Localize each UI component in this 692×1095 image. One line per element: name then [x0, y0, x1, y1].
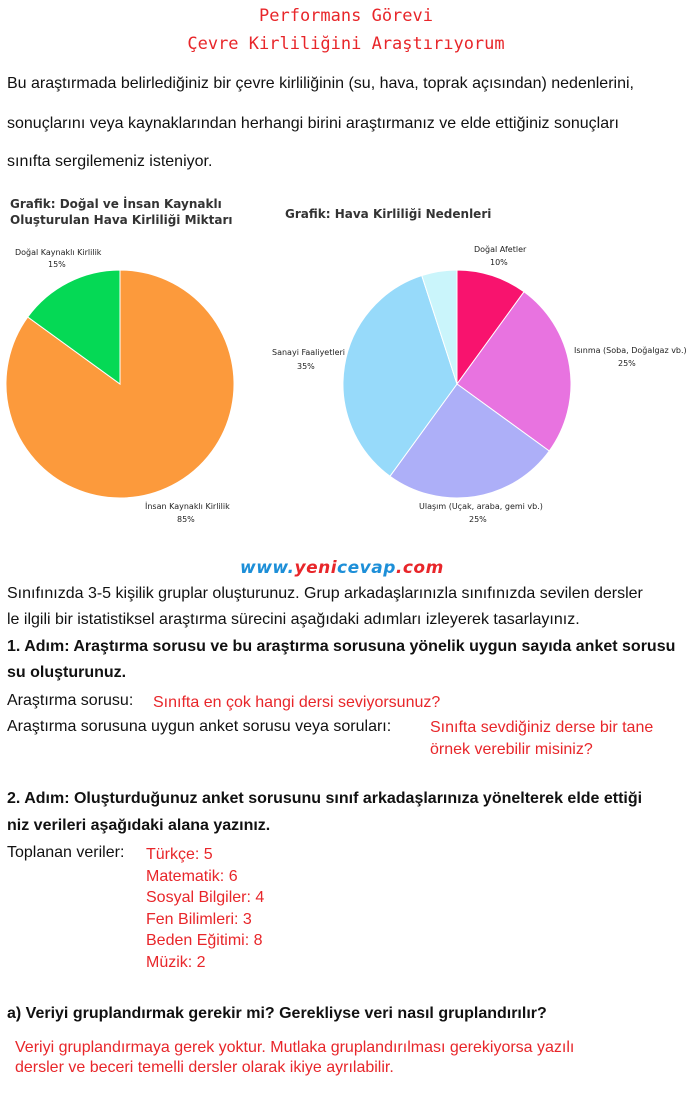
intro-line-3: sınıfta sergilemeniz isteniyor.	[7, 153, 213, 170]
collected-data-list	[146, 844, 264, 973]
part-a-answer-line-1: Veriyi gruplandırmaya gerek yoktur. Mutlaka gruplandırılması gerekiyorsa yazılı	[15, 1039, 575, 1056]
step1-heading-line-1: 1. Adım: Araştırma sorusu ve bu araştırma sorusuna yönelik uygun sayıda anket sorusu	[7, 638, 676, 655]
chart2-value-disasters: 10%	[490, 258, 508, 267]
intro-line-2: sonuçlarını veya kaynaklarından herhangi birini araştırmanız ve elde ettiğiniz sonuçları	[7, 115, 619, 132]
chart1-value-natural: 15%	[48, 260, 66, 269]
part-a-question: a) Veriyi gruplandırmak gerekir mi? Gerekliyse veri nasıl gruplandırılır?	[7, 1005, 547, 1022]
collected-data-label: Toplanan veriler:	[7, 844, 125, 861]
intro-line-1: Bu araştırmada belirlediğiniz bir çevre kirliliğinin (su, hava, toprak açısından) nedenlerini,	[7, 75, 634, 92]
chart1-label-human: İnsan Kaynaklı Kirlilik	[145, 502, 230, 511]
chart2-label-disasters: Doğal Afetler	[474, 245, 527, 254]
chart2-label-heating: Isınma (Soba, Doğalgaz vb.)	[574, 346, 687, 355]
watermark-logo: www.yenicevap.com	[240, 558, 444, 578]
title-line-1: Performans Görevi	[259, 6, 433, 26]
part-a-answer-line-2: dersler ve beceri temelli dersler olarak ikiye ayrılabilir.	[15, 1059, 394, 1076]
research-question-label: Araştırma sorusu:	[7, 692, 134, 709]
chart2-title: Grafik: Hava Kirliliği Nedenleri	[285, 207, 492, 221]
survey-answer-line-2: örnek verebilir misiniz?	[430, 741, 593, 758]
chart2-value-industry: 35%	[297, 362, 315, 371]
task-line-1: Sınıfınızda 3-5 kişilik gruplar oluşturunuz. Grup arkadaşlarınızla sınıfınızda sevilen dersler	[7, 585, 643, 602]
collected-data-item: Fen Bilimleri: 3	[146, 910, 252, 928]
collected-data-item: Türkçe: 5	[146, 846, 213, 863]
survey-answer-line-1: Sınıfta sevdiğiniz derse bir tane	[430, 719, 654, 736]
research-question-answer: Sınıfta en çok hangi dersi seviyorsunuz?	[153, 694, 441, 711]
chart2-label-transport: Ulaşım (Uçak, araba, gemi vb.)	[419, 502, 543, 511]
chart1-label-natural: Doğal Kaynaklı Kirlilik	[15, 248, 102, 257]
survey-question-label: Araştırma sorusuna uygun anket sorusu veya soruları:	[7, 718, 392, 735]
pie-charts	[0, 0, 692, 540]
chart1-title-line-2: Oluşturulan Hava Kirliliği Miktarı	[10, 213, 233, 227]
task-line-2: le ilgili bir istatistiksel araştırma sürecini aşağıdaki adımları izleyerek tasarlayınız.	[7, 611, 580, 628]
collected-data-item: Beden Eğitimi: 8	[146, 932, 263, 949]
collected-data-item: Sosyal Bilgiler: 4	[146, 889, 265, 906]
collected-data-item: Müzik: 2	[146, 953, 206, 971]
chart1-title-line-1: Grafik: Doğal ve İnsan Kaynaklı	[10, 197, 222, 211]
chart2-label-industry: Sanayi Faaliyetleri	[272, 348, 346, 357]
chart2-value-transport: 25%	[469, 515, 487, 524]
pie-chart-pollution-causes	[343, 270, 571, 498]
step2-heading-line-2: niz verileri aşağıdaki alana yazınız.	[7, 817, 271, 834]
step2-heading-line-1: 2. Adım: Oluşturduğunuz anket sorusunu sınıf arkadaşlarınıza yönelterek elde ettiği	[7, 790, 643, 807]
pie-chart-pollution-source	[6, 270, 234, 498]
step1-heading-line-2: su oluşturunuz.	[7, 664, 127, 681]
chart2-value-heating: 25%	[618, 359, 636, 368]
collected-data-item: Matematik: 6	[146, 867, 238, 885]
title-line-2: Çevre Kirliliğini Araştırıyorum	[187, 34, 505, 54]
chart1-value-human: 85%	[177, 515, 195, 524]
